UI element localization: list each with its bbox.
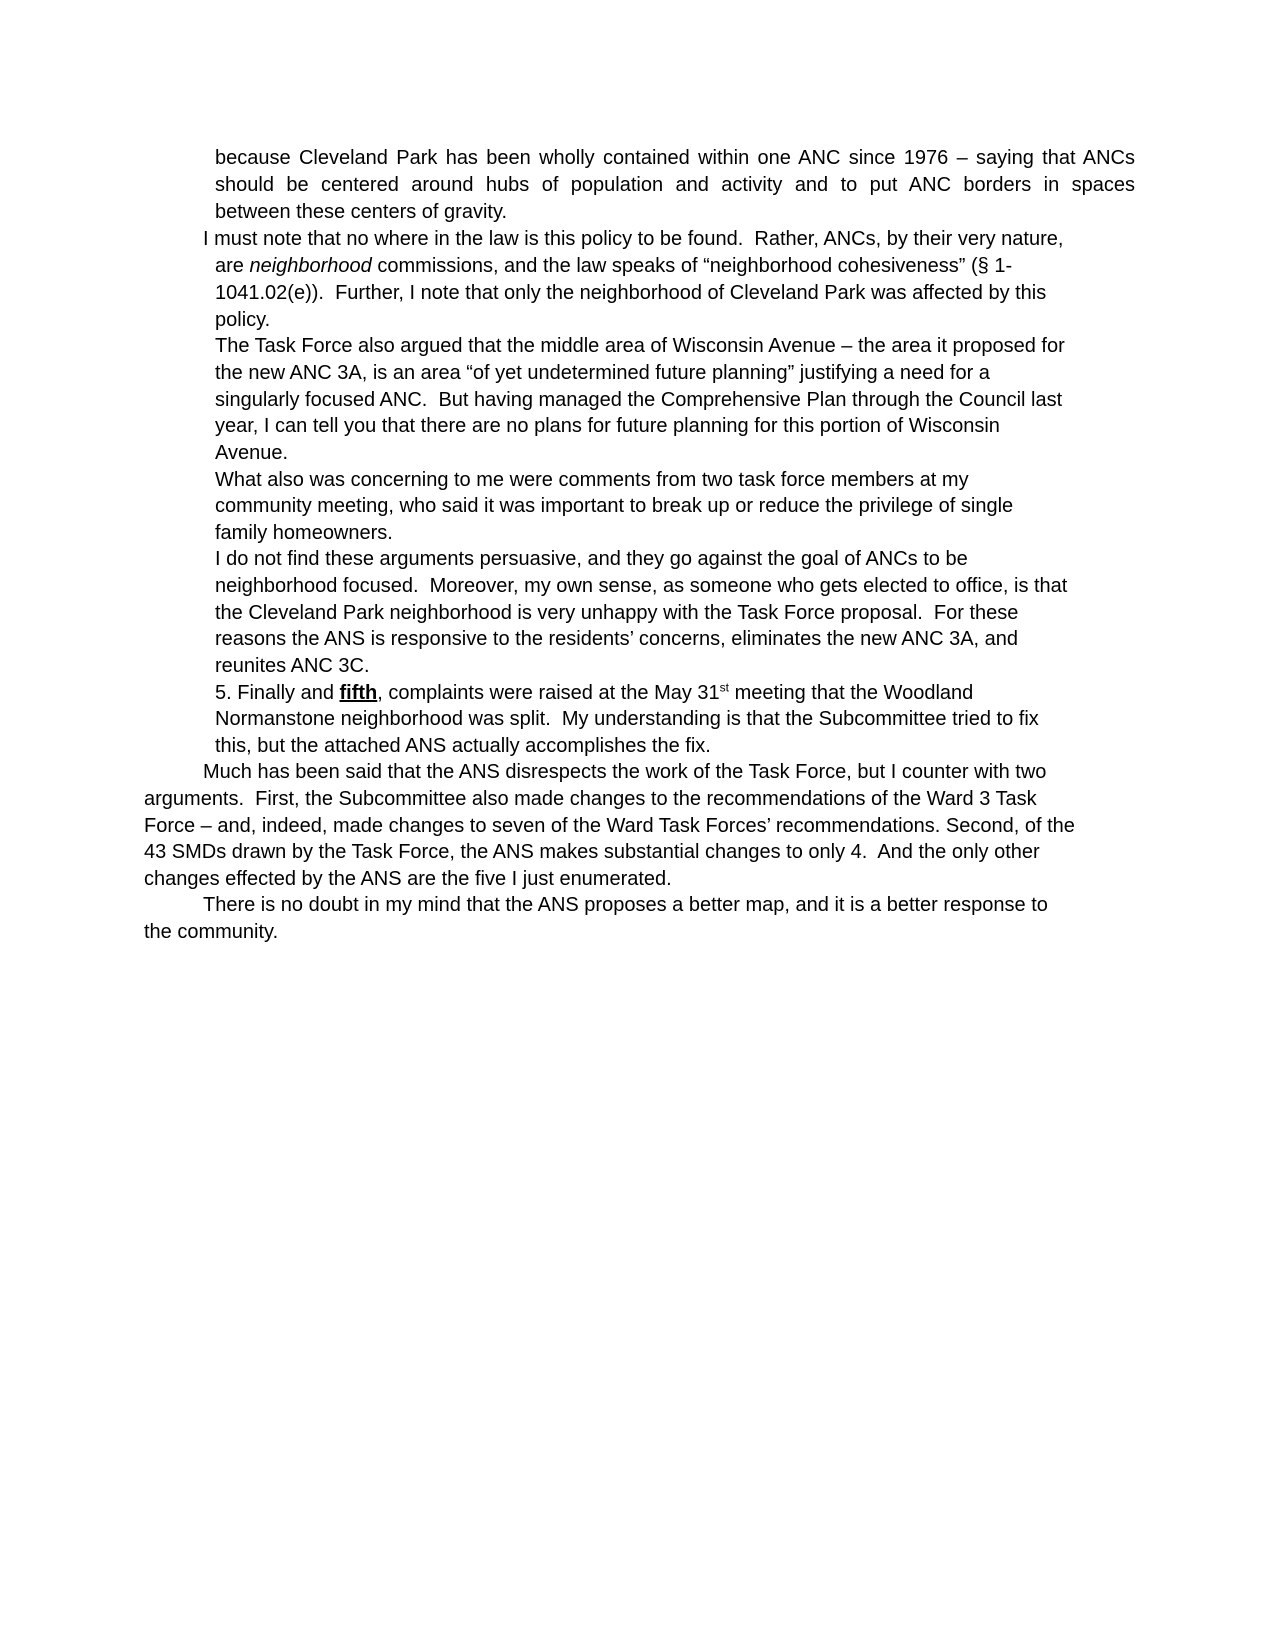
paragraph-6-line-2: Normanstone neighborhood was split. My understanding is that the Subcommittee tried to fix xyxy=(215,708,1039,730)
paragraph-6-line-1-end: meeting that the Woodland xyxy=(729,682,974,704)
paragraph-8-line-1: There is no doubt in my mind that the ANS proposes a better map, and it is a better response to xyxy=(203,894,1048,916)
paragraph-5-line-1: I do not find these arguments persuasive, and they go against the goal of ANCs to be xyxy=(215,548,968,570)
paragraph-3-line-1: The Task Force also argued that the middle area of Wisconsin Avenue – the area it proposed for xyxy=(215,335,1065,357)
paragraph-6-line-1 xyxy=(215,680,973,708)
paragraph-1-line-2: should be centered around hubs of population and activity and to put ANC borders in spaces xyxy=(215,174,1135,196)
paragraph-5-line-5: reunites ANC 3C. xyxy=(215,655,370,677)
paragraph-7-line-3: Force – and, indeed, made changes to seven of the Ward Task Forces’ recommendations. Second, of the xyxy=(144,815,1075,837)
paragraph-3-line-4: year, I can tell you that there are no plans for future planning for this portion of Wisconsin xyxy=(215,415,1000,437)
paragraph-4-line-2: community meeting, who said it was important to break up or reduce the privilege of single xyxy=(215,495,1014,517)
paragraph-2-line-2-end: commissions, and the law speaks of “neighborhood cohesiveness” (§ 1- xyxy=(371,255,1013,277)
paragraph-2-line-2 xyxy=(215,253,1012,281)
paragraph-6-line-1-mid: , complaints were raised at the May 31 xyxy=(377,682,720,704)
paragraph-4-line-1: What also was concerning to me were comments from two task force members at my xyxy=(215,469,969,491)
paragraph-6-line-3: this, but the attached ANS actually accomplishes the fix. xyxy=(215,735,711,757)
paragraph-5-line-2: neighborhood focused. Moreover, my own sense, as someone who gets elected to office, is that xyxy=(215,575,1068,597)
paragraph-7-line-1: Much has been said that the ANS disrespects the work of the Task Force, but I counter with two xyxy=(203,761,1047,783)
paragraph-2-line-3: 1041.02(e)). Further, I note that only the neighborhood of Cleveland Park was affected by this xyxy=(215,282,1047,304)
paragraph-2-line-2-start: are xyxy=(215,255,250,277)
paragraph-1-line-3: between these centers of gravity. xyxy=(215,201,508,223)
paragraph-1-line-1: because Cleveland Park has been wholly contained within one ANC since 1976 – saying that ANCs xyxy=(215,147,1135,169)
paragraph-7-line-2: arguments. First, the Subcommittee also made changes to the recommendations of the Ward 3 Task xyxy=(144,788,1037,810)
paragraph-2-line-4: policy. xyxy=(215,309,271,331)
paragraph-7-line-5: changes effected by the ANS are the five I just enumerated. xyxy=(144,868,672,890)
paragraph-5-line-3: the Cleveland Park neighborhood is very unhappy with the Task Force proposal. For these xyxy=(215,602,1019,624)
superscript-st: st xyxy=(719,680,730,695)
paragraph-4-line-3: family homeowners. xyxy=(215,522,393,544)
paragraph-7-line-4: 43 SMDs drawn by the Task Force, the ANS makes substantial changes to only 4. And the only other xyxy=(144,841,1040,863)
paragraph-6-line-1-start: 5. Finally and xyxy=(215,682,340,704)
paragraph-5-line-4: reasons the ANS is responsive to the residents’ concerns, eliminates the new ANC 3A, and xyxy=(215,628,1019,650)
paragraph-3-line-3: singularly focused ANC. But having managed the Comprehensive Plan through the Council last xyxy=(215,389,1063,411)
paragraph-8-line-2: the community. xyxy=(144,921,279,943)
paragraph-3-line-5: Avenue. xyxy=(215,442,289,464)
paragraph-3-line-2: the new ANC 3A, is an area “of yet undetermined future planning” justifying a need for a xyxy=(215,362,990,384)
paragraph-2-line-1: I must note that no where in the law is this policy to be found. Rather, ANCs, by their very nature, xyxy=(203,228,1064,250)
italic-neighborhood: neighborhood xyxy=(249,255,372,277)
bold-underlined-fifth: fifth xyxy=(339,682,378,704)
